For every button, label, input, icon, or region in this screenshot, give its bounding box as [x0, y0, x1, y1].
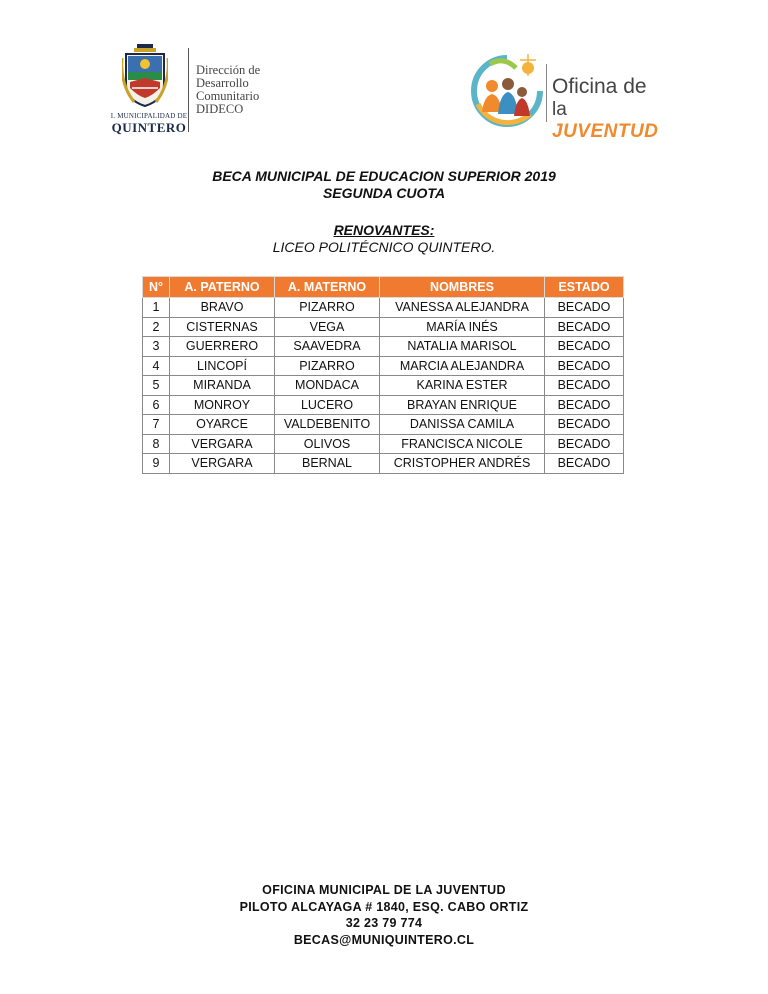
col-header-nombres: NOMBRES — [380, 277, 545, 298]
footer-office: OFICINA MUNICIPAL DE LA JUVENTUD — [262, 883, 506, 897]
cell-estado: BECADO — [545, 298, 624, 318]
cell-estado: BECADO — [545, 317, 624, 337]
cell-materno: PIZARRO — [275, 356, 380, 376]
table-row — [143, 317, 624, 337]
cell-paterno: OYARCE — [170, 415, 275, 435]
footer-contact — [0, 882, 768, 948]
col-header-estado: ESTADO — [545, 277, 624, 298]
school-name: LICEO POLITÉCNICO QUINTERO. — [272, 239, 496, 255]
cell-materno: SAAVEDRA — [275, 337, 380, 357]
cell-number: 4 — [143, 356, 170, 376]
col-header-paterno: A. PATERNO — [170, 277, 275, 298]
juventud-people-icon — [470, 54, 544, 128]
dideco-line-4: DIDECO — [196, 102, 244, 116]
cell-number: 8 — [143, 434, 170, 454]
document-title — [0, 168, 768, 202]
oficina-juventud-logo — [470, 54, 660, 142]
cell-nombres: DANISSA CAMILA — [380, 415, 545, 435]
cell-materno: MONDACA — [275, 376, 380, 396]
municipality-name: QUINTERO — [111, 120, 187, 135]
dideco-label — [196, 64, 260, 116]
footer-email: BECAS@MUNIQUINTERO.CL — [293, 932, 475, 947]
cell-nombres: BRAYAN ENRIQUE — [380, 395, 545, 415]
cell-nombres: NATALIA MARISOL — [380, 337, 545, 357]
cell-paterno: VERGARA — [170, 454, 275, 474]
col-header-number: N° — [143, 277, 170, 298]
cell-estado: BECADO — [545, 454, 624, 474]
scholarship-table — [142, 276, 624, 474]
dideco-line-3: Comunitario — [196, 89, 260, 103]
cell-nombres: FRANCISCA NICOLE — [380, 434, 545, 454]
cell-estado: BECADO — [545, 376, 624, 396]
cell-nombres: MARÍA INÉS — [380, 317, 545, 337]
dideco-line-1: Dirección de — [196, 63, 261, 77]
table-row — [143, 395, 624, 415]
table-row — [143, 356, 624, 376]
cell-number: 1 — [143, 298, 170, 318]
table-row — [143, 376, 624, 396]
cell-paterno: MIRANDA — [170, 376, 275, 396]
municipality-logo — [106, 44, 276, 136]
cell-number: 7 — [143, 415, 170, 435]
col-header-materno: A. MATERNO — [275, 277, 380, 298]
cell-materno: BERNAL — [275, 454, 380, 474]
cell-estado: BECADO — [545, 415, 624, 435]
table-row — [143, 415, 624, 435]
cell-materno: VALDEBENITO — [275, 415, 380, 435]
section-heading: RENOVANTES: — [333, 222, 435, 238]
juventud-brand: JUVENTUD — [552, 121, 659, 142]
cell-materno: PIZARRO — [275, 298, 380, 318]
title-line-2: SEGUNDA CUOTA — [322, 185, 446, 201]
cell-paterno: GUERRERO — [170, 337, 275, 357]
dideco-line-2: Desarrollo — [196, 76, 249, 90]
cell-number: 9 — [143, 454, 170, 474]
cell-estado: BECADO — [545, 337, 624, 357]
juventud-line-1: Oficina de — [552, 75, 647, 98]
table-row — [143, 337, 624, 357]
title-line-1: BECA MUNICIPAL DE EDUCACION SUPERIOR 2019 — [212, 168, 556, 184]
footer-address: PILOTO ALCAYAGA # 1840, ESQ. CABO ORTIZ — [239, 899, 529, 914]
table-row — [143, 454, 624, 474]
cell-estado: BECADO — [545, 434, 624, 454]
cell-estado: BECADO — [545, 395, 624, 415]
juventud-divider — [546, 64, 547, 122]
cell-nombres: MARCIA ALEJANDRA — [380, 356, 545, 376]
cell-paterno: MONROY — [170, 395, 275, 415]
table-row — [143, 434, 624, 454]
cell-paterno: CISTERNAS — [170, 317, 275, 337]
cell-paterno: VERGARA — [170, 434, 275, 454]
cell-estado: BECADO — [545, 356, 624, 376]
cell-paterno: LINCOPÍ — [170, 356, 275, 376]
footer-phone: 32 23 79 774 — [345, 916, 423, 930]
cell-nombres: KARINA ESTER — [380, 376, 545, 396]
cell-number: 5 — [143, 376, 170, 396]
cell-materno: VEGA — [275, 317, 380, 337]
cell-nombres: CRISTOPHER ANDRÉS — [380, 454, 545, 474]
cell-number: 6 — [143, 395, 170, 415]
table-header-row — [143, 277, 624, 298]
cell-paterno: BRAVO — [170, 298, 275, 318]
section-header — [0, 222, 768, 256]
cell-number: 2 — [143, 317, 170, 337]
cell-nombres: VANESSA ALEJANDRA — [380, 298, 545, 318]
juventud-prefix: la — [552, 99, 567, 120]
cell-materno: OLIVOS — [275, 434, 380, 454]
municipality-small-label: I. MUNICIPALIDAD DE — [110, 112, 188, 120]
juventud-line-2 — [552, 99, 660, 143]
cell-number: 3 — [143, 337, 170, 357]
quintero-crest-icon — [122, 44, 168, 108]
table-row — [143, 298, 624, 318]
logo-divider — [188, 48, 189, 132]
cell-materno: LUCERO — [275, 395, 380, 415]
